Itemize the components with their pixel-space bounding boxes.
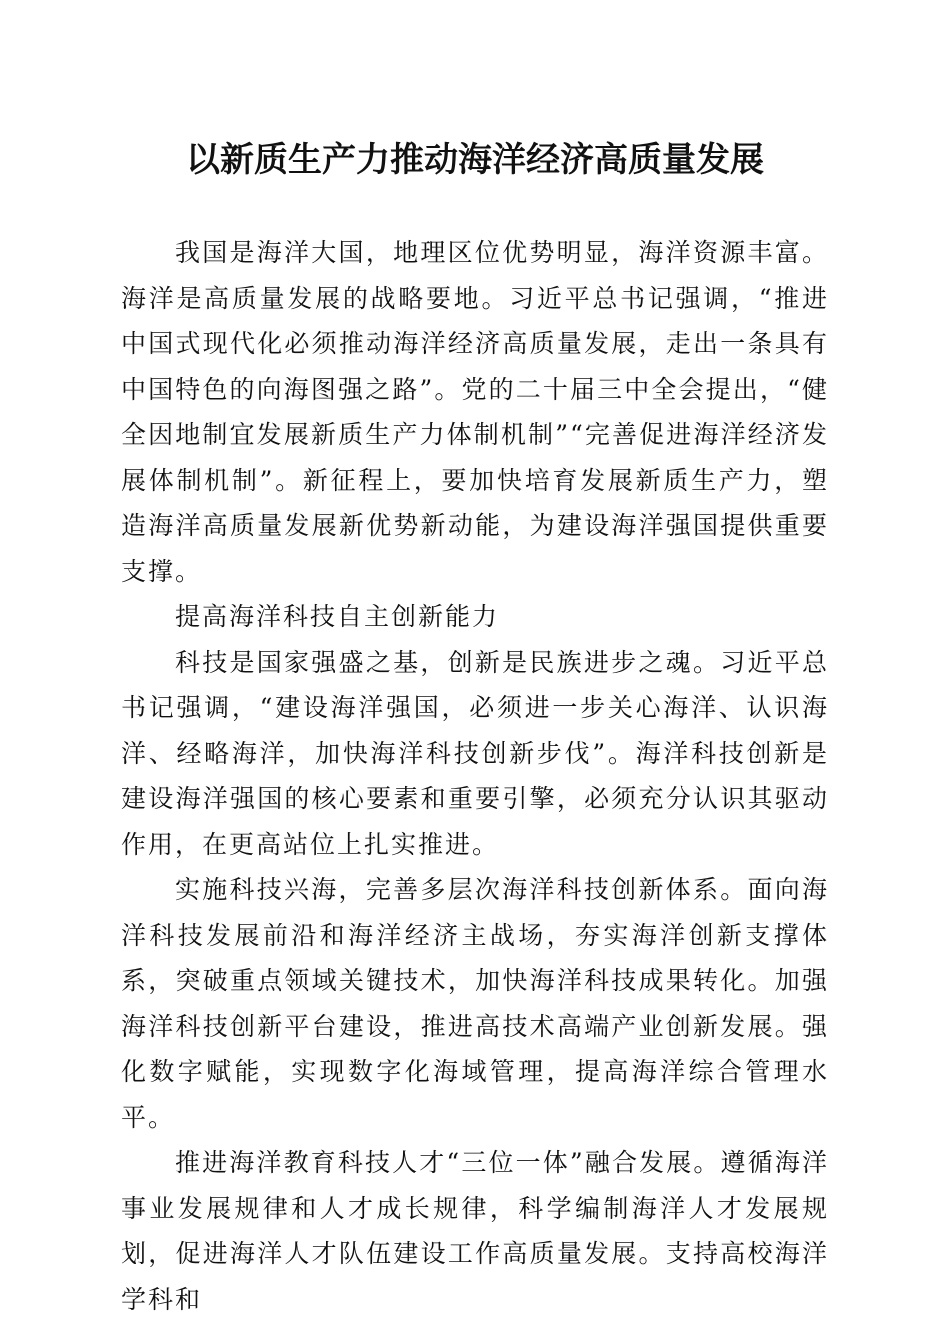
- paragraph-intro: 我国是海洋大国，地理区位优势明显，海洋资源丰富。海洋是高质量发展的战略要地。习近平总书记强调，“推进中国式现代化必须推动海洋经济高质量发展，走出一条具有中国特色的向海图强之路”。党的二十届三中全会提出，“健全因地制宜发展新质生产力体制机制”“完善促进海洋经济发展体制机制”。新征程上，要加快培育发展新质生产力，塑造海洋高质量发展新优势新动能，为建设海洋强国提供重要支撑。: [121, 238, 829, 586]
- section-heading: 提高海洋科技自主创新能力: [175, 602, 500, 631]
- document-title: 以新质生产力推动海洋经济高质量发展: [186, 140, 764, 180]
- paragraph-science-sea: 实施科技兴海，完善多层次海洋科技创新体系。面向海洋科技发展前沿和海洋经济主战场，夯实海洋创新支撑体系，突破重点领域关键技术，加快海洋科技成果转化。加强海洋科技创新平台建设，推进高技术高端产业创新发展。强化数字赋能，实现数字化海域管理，提高海洋综合管理水平。: [121, 875, 829, 1132]
- paragraph-talent: 推进海洋教育科技人才“三位一体”融合发展。遵循海洋事业发展规律和人才成长规律，科学编制海洋人才发展规划，促进海洋人才队伍建设工作高质量发展。支持高校海洋学科和: [121, 1148, 829, 1314]
- document-body: [121, 230, 829, 1322]
- paragraph-tech-innovation: 科技是国家强盛之基，创新是民族进步之魂。习近平总书记强调，“建设海洋强国，必须进一步关心海洋、认识海洋、经略海洋，加快海洋科技创新步伐”。海洋科技创新是建设海洋强国的核心要素和重要引擎，必须充分认识其驱动作用，在更高站位上扎实推进。: [121, 647, 829, 859]
